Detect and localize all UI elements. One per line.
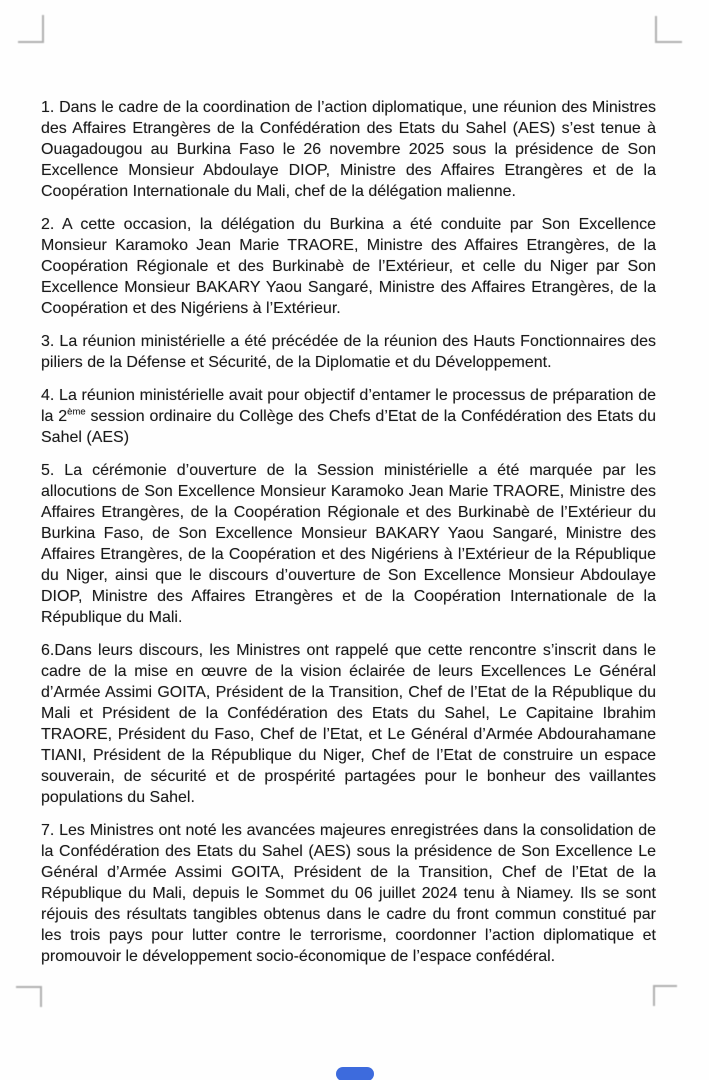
paragraph-4: [41, 385, 656, 448]
crop-mark-bottom-left-icon: [16, 986, 42, 1007]
paragraph-5: [41, 460, 656, 628]
paragraph-6: [41, 640, 656, 808]
text-run: session ordinaire du Collège des Chefs d’Etat de la Confédération des Etats du Sahel (AES): [41, 408, 656, 446]
crop-mark-bottom-right-icon: [653, 985, 677, 1006]
superscript-text: ème: [67, 406, 86, 418]
text-run: 5. La cérémonie d’ouverture de la Session ministérielle a été marquée par les allocutions de Son Excellence Monsieur Karamoko Jean Marie TRAORE, Ministre des Affaires Etrangères, de la Coopération Régionale et des Burkinabè de l’Extérieur du Burkina Faso, de Son Excellence Monsieur BAKARY Yaou Sangaré, Ministre des Affaires Etrangères, de la Coopération et des Nigériens à l’Extérieur de la République du Niger, ainsi que le discours d’ouverture de Son Excellence Monsieur Abdoulaye DIOP, Ministre des Affaires Etrangères et de la Coopération Internationale de la République du Mali.: [41, 462, 656, 626]
paragraph-3: [41, 331, 656, 373]
paragraph-1: [41, 97, 656, 202]
crop-mark-top-left-icon: [18, 15, 44, 43]
crop-mark-top-right-icon: [655, 16, 682, 43]
text-run: 3. La réunion ministérielle a été précédée de la réunion des Hauts Fonctionnaires des piliers de la Défense et Sécurité, de la Diplomatie et du Développement.: [41, 333, 656, 371]
scroll-indicator-pill[interactable]: [336, 1067, 374, 1080]
text-run: 1. Dans le cadre de la coordination de l’action diplomatique, une réunion des Ministres des Affaires Etrangères de la Confédération des Etats du Sahel (AES) s’est tenue à Ouagadougou au Burkina Faso le 26 novembre 2025 sous la présidence de Son Excellence Monsieur Abdoulaye DIOP, Ministre des Affaires Etrangères et de la Coopération Internationale du Mali, chef de la délégation malienne.: [41, 99, 656, 200]
paragraph-7: [41, 820, 656, 967]
text-run: 4. La réunion ministérielle avait pour objectif d’entamer le processus de préparation de la 2: [41, 387, 656, 425]
document-text: [41, 97, 656, 979]
text-run: 2. A cette occasion, la délégation du Burkina a été conduite par Son Excellence Monsieur Karamoko Jean Marie TRAORE, Ministre des Affaires Etrangères, de la Coopération Régionale et des Burkinabè de l’Extérieur, et celle du Niger par Son Excellence Monsieur BAKARY Yaou Sangaré, Ministre des Affaires Etrangères, de la Coopération et des Nigériens à l’Extérieur.: [41, 216, 656, 317]
paragraph-2: [41, 214, 656, 319]
text-run: 7. Les Ministres ont noté les avancées majeures enregistrées dans la consolidation de la Confédération des Etats du Sahel (AES) sous la présidence de Son Excellence Le Général d’Armée Assimi GOITA, Président de la Transition, Chef de l’Etat de la République du Mali, depuis le Sommet du 06 juillet 2024 tenu à Niamey. Ils se sont réjouis des résultats tangibles obtenus dans le cadre du front commun constitué par les trois pays pour lutter contre le terrorisme, coordonner l’action diplomatique et promouvoir le développement socio-économique de l’espace confédéral.: [41, 822, 656, 965]
text-run: 6.Dans leurs discours, les Ministres ont rappelé que cette rencontre s’inscrit dans le cadre de la mise en œuvre de la vision éclairée de leurs Excellences Le Général d’Armée Assimi GOITA, Président de la Transition, Chef de l’Etat de la République du Mali et Président de la Confédération des Etats du Sahel, Le Capitaine Ibrahim TRAORE, Président du Faso, Chef de l’Etat, et Le Général d’Armée Abdourahamane TIANI, Président de la République du Niger, Chef de l’Etat de construire un espace souverain, de sécurité et de prospérité partagées pour le bonheur des vaillantes populations du Sahel.: [41, 642, 656, 806]
